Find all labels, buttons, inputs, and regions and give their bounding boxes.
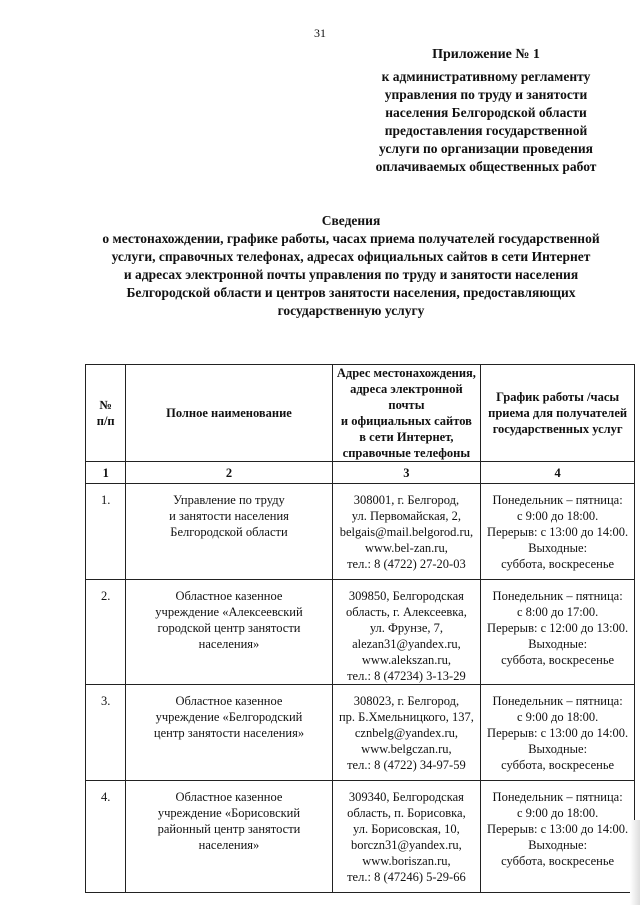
cell-line: тел.: 8 (47246) 5-29-66	[347, 870, 466, 884]
cell-line: суббота, воскресенье	[501, 653, 615, 667]
cell-line: №	[99, 398, 112, 412]
header-number	[86, 365, 126, 462]
appendix-line: населения Белгородской области	[385, 105, 587, 120]
title-line: Белгородской области и центров занятости населения, предоставляющих	[126, 285, 576, 300]
organization-address	[332, 484, 481, 580]
header-address	[332, 365, 481, 462]
cell-line: Выходные:	[528, 742, 588, 756]
title-line: о местонахождении, графике работы, часах приема получателей государственной	[102, 231, 600, 246]
cell-line: Перерыв: с 12:00 до 13:00.	[487, 621, 629, 635]
cell-line: Полное наименование	[166, 406, 292, 420]
cell-line: учреждение «Белгородский	[155, 710, 303, 724]
cell-line: Областное казенное	[175, 790, 283, 804]
cell-line: адреса электронной почты	[350, 382, 463, 412]
organization-name	[126, 484, 332, 580]
appendix-heading	[360, 46, 612, 176]
cell-line: районный центр занятости	[157, 822, 301, 836]
document-title	[76, 212, 626, 320]
cell-line: учреждение «Борисовский	[157, 806, 301, 820]
row-number: 4.	[86, 781, 126, 893]
row-number: 3.	[86, 685, 126, 781]
cell-line: в сети Интернет,	[359, 430, 454, 444]
cell-line: ул. Первомайская, 2,	[351, 509, 462, 523]
table-row	[86, 781, 635, 893]
header-schedule	[481, 365, 635, 462]
cell-line: справочные телефоны	[342, 446, 471, 460]
table-row	[86, 580, 635, 685]
organization-schedule	[481, 484, 635, 580]
appendix-line: к административному регламенту	[381, 69, 591, 84]
cell-line: Управление по труду	[173, 493, 285, 507]
cell-line: суббота, воскресенье	[501, 557, 615, 571]
centers-table	[85, 364, 635, 893]
cell-line: 309850, Белгородская	[348, 589, 464, 603]
cell-line: cznbelg@yandex.ru,	[354, 726, 458, 740]
cell-line: с 8:00 до 17:00.	[516, 605, 599, 619]
table-header-row	[86, 365, 635, 462]
title-line: услуги, справочных телефонах, адресах официальных сайтов в сети Интернет	[111, 249, 591, 264]
cell-line: с 9:00 до 18:00.	[516, 710, 599, 724]
cell-line: суббота, воскресенье	[501, 758, 615, 772]
cell-line: Выходные:	[528, 838, 588, 852]
cell-line: Понедельник – пятница:	[492, 790, 623, 804]
cell-line: 308001, г. Белгород,	[353, 493, 460, 507]
cell-line: Понедельник – пятница:	[492, 589, 623, 603]
cell-line: Понедельник – пятница:	[492, 493, 623, 507]
cell-line: Перерыв: с 13:00 до 14:00.	[487, 726, 629, 740]
table-row	[86, 685, 635, 781]
cell-line: belgais@mail.belgorod.ru,	[339, 525, 474, 539]
cell-line: ул. Фрунзе, 7,	[369, 621, 444, 635]
appendix-line: услуги по организации проведения	[379, 141, 593, 156]
cell-line: тел.: 8 (47234) 3-13-29	[347, 669, 466, 683]
cell-line: область, п. Борисовка,	[347, 806, 466, 820]
cell-line: пр. Б.Хмельницкого, 137,	[338, 710, 474, 724]
cell-line: Выходные:	[528, 541, 588, 555]
cell-line: учреждение «Алексеевский	[155, 605, 303, 619]
cell-line: Выходные:	[528, 637, 588, 651]
cell-line: с 9:00 до 18:00.	[516, 509, 599, 523]
cell-line: центр занятости населения»	[153, 726, 305, 740]
appendix-line: оплачиваемых общественных работ	[375, 159, 597, 174]
cell-line: www.alekszan.ru,	[361, 653, 451, 667]
organization-name	[126, 580, 332, 685]
cell-line: тел.: 8 (4722) 27-20-03	[347, 557, 466, 571]
row-number: 1.	[86, 484, 126, 580]
appendix-line: Приложение № 1	[432, 47, 540, 62]
page-number: 31	[314, 26, 326, 40]
title-line: и адресах электронной почты управления по труду и занятости населения	[123, 267, 579, 282]
title-line: государственную услугу	[277, 303, 425, 318]
cell-line: Белгородской области	[170, 525, 288, 539]
cell-line: 309340, Белгородская	[348, 790, 464, 804]
row-number: 2.	[86, 580, 126, 685]
scan-shadow	[630, 820, 640, 905]
cell-line: Понедельник – пятница:	[492, 694, 623, 708]
cell-line: и официальных сайтов	[340, 414, 472, 428]
cell-line: суббота, воскресенье	[501, 854, 615, 868]
cell-line: п/п	[96, 414, 115, 428]
header-full-name	[126, 365, 332, 462]
cell-line: Перерыв: с 13:00 до 14:00.	[487, 525, 629, 539]
organization-name	[126, 781, 332, 893]
cell-line: borczn31@yandex.ru,	[351, 838, 462, 852]
cell-line: с 9:00 до 18:00.	[516, 806, 599, 820]
cell-line: населения»	[198, 637, 260, 651]
column-number: 2	[126, 462, 332, 484]
organization-name	[126, 685, 332, 781]
column-number: 1	[86, 462, 126, 484]
cell-line: область, г. Алексеевка,	[345, 605, 467, 619]
cell-line: ул. Борисовская, 10,	[353, 822, 460, 836]
organization-address	[332, 580, 481, 685]
cell-line: alezan31@yandex.ru,	[352, 637, 461, 651]
organization-schedule	[481, 580, 635, 685]
cell-line: www.belgczan.ru,	[361, 742, 452, 756]
appendix-line: предоставления государственной	[384, 123, 588, 138]
cell-line: www.boriszan.ru,	[362, 854, 451, 868]
column-number-row	[86, 462, 635, 484]
organization-address	[332, 781, 481, 893]
cell-line: Областное казенное	[175, 694, 283, 708]
appendix-line: управления по труду и занятости	[384, 87, 588, 102]
cell-line: Перерыв: с 13:00 до 14:00.	[487, 822, 629, 836]
column-number: 4	[481, 462, 635, 484]
organization-address	[332, 685, 481, 781]
organization-schedule	[481, 781, 635, 893]
cell-line: 308023, г. Белгород,	[353, 694, 460, 708]
table-row	[86, 484, 635, 580]
cell-line: и занятости населения	[169, 509, 289, 523]
cell-line: населения»	[198, 838, 260, 852]
cell-line: Областное казенное	[175, 589, 283, 603]
cell-line: приема для получателей	[488, 406, 628, 420]
cell-line: городской центр занятости	[157, 621, 301, 635]
cell-line: Адрес местонахождения,	[336, 366, 476, 380]
cell-line: www.bel-zan.ru,	[364, 541, 448, 555]
column-number: 3	[332, 462, 481, 484]
cell-line: График работы /часы	[496, 390, 620, 404]
organization-schedule	[481, 685, 635, 781]
cell-line: тел.: 8 (4722) 34-97-59	[347, 758, 466, 772]
cell-line: государственных услуг	[492, 422, 623, 436]
title-line: Сведения	[321, 213, 381, 228]
